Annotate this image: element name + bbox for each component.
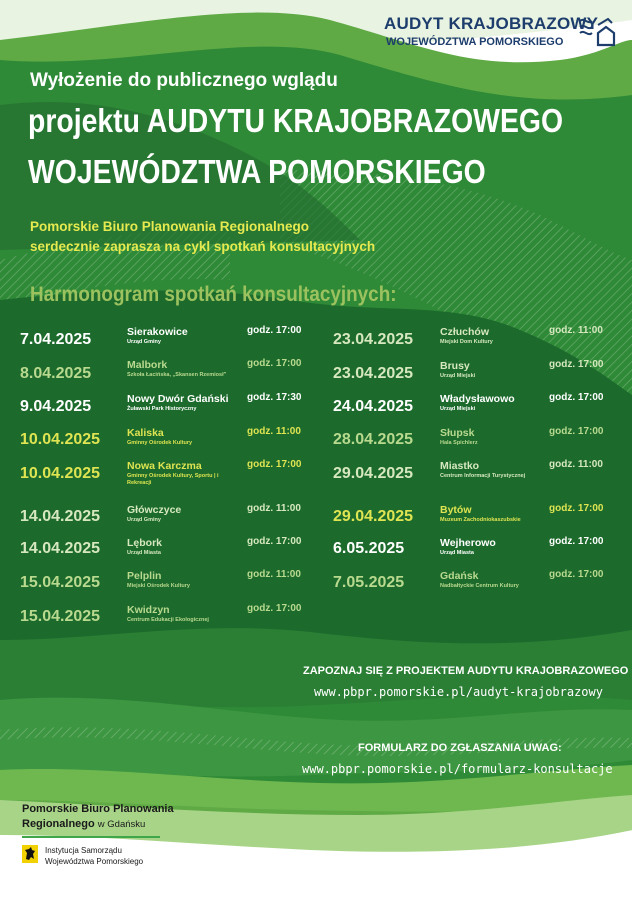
griffin-crest-icon [22, 845, 38, 863]
meeting-time: godz. 17:00 [247, 358, 302, 369]
meeting-time: godz. 17:00 [549, 359, 604, 370]
landscape-waves-house-icon [578, 15, 618, 49]
meeting-time: godz. 17:00 [247, 325, 302, 336]
meeting-place: Człuchów [440, 326, 489, 338]
meeting-date: 15.04.2025 [20, 608, 101, 625]
header-line-1: Wyłożenie do publicznego wglądu [30, 70, 338, 91]
meeting-date: 10.04.2025 [20, 431, 101, 448]
meeting-place: Pelplin [127, 570, 162, 582]
header-line-3: WOJEWÓDZTWA POMORSKIEGO [28, 153, 486, 190]
meeting-time: godz. 17:30 [247, 392, 302, 403]
form-link-url[interactable]: www.pbpr.pomorskie.pl/formularz-konsultacje [302, 762, 613, 776]
organizer-line-2: serdecznie zaprasza na cykl spotkań konsultacyjnych [30, 239, 376, 254]
meeting-place: Kaliska [127, 427, 164, 439]
meeting-place: Sierakowice [127, 326, 188, 338]
logo-subtitle: WOJEWÓDZTWA POMORSKIEGO [386, 36, 564, 48]
meeting-institution: Gminny Ośrodek Kultury [127, 440, 193, 446]
footer-org-line-2 [22, 818, 145, 830]
meeting-time: godz. 17:00 [247, 603, 302, 614]
meeting-date: 7.04.2025 [20, 331, 92, 348]
meeting-place: Wejherowo [440, 537, 496, 549]
footer-divider [22, 836, 160, 838]
footer-inst-line-2: Województwa Pomorskiego [45, 857, 144, 866]
meeting-time: godz. 11:00 [247, 503, 301, 514]
meeting-date: 15.04.2025 [20, 574, 101, 591]
organizer-line-1: Pomorskie Biuro Planowania Regionalnego [30, 219, 310, 234]
meeting-place: Gdańsk [440, 570, 479, 582]
meeting-date: 14.04.2025 [20, 508, 101, 525]
project-link-url[interactable]: www.pbpr.pomorskie.pl/audyt-krajobrazowy [314, 685, 603, 699]
meeting-institution: Urząd Miejski [440, 406, 476, 412]
form-link-label: FORMULARZ DO ZGŁASZANIA UWAG: [358, 742, 562, 754]
meeting-time: godz. 17:00 [549, 569, 604, 580]
meeting-institution: Urząd Miasta [127, 550, 161, 556]
meeting-place: Lębork [127, 537, 163, 549]
meeting-institution: Urząd Miejski [440, 373, 476, 379]
project-link-label: ZAPOZNAJ SIĘ Z PROJEKTEM AUDYTU KRAJOBRAZOWEGO [303, 665, 629, 677]
meeting-place: Malbork [127, 359, 168, 371]
meeting-time: godz. 17:00 [549, 536, 604, 547]
meeting-time: godz. 17:00 [247, 459, 302, 470]
meeting-place: Słupsk [440, 427, 475, 439]
meeting-date: 29.04.2025 [333, 465, 414, 482]
meeting-institution: Urząd Gminy [127, 339, 161, 345]
meeting-time: godz. 11:00 [247, 426, 301, 437]
footer-org-suffix: w Gdańsku [97, 819, 146, 830]
meeting-date: 10.04.2025 [20, 465, 101, 482]
schedule-title: Harmonogram spotkań konsultacyjnych: [30, 283, 397, 306]
meeting-date: 14.04.2025 [20, 540, 101, 557]
meeting-date: 29.04.2025 [333, 508, 414, 525]
meeting-institution: Nadbałtyckie Centrum Kultury [440, 583, 519, 589]
meeting-date: 28.04.2025 [333, 431, 414, 448]
meeting-place: Bytów [440, 504, 472, 516]
meeting-institution: Centrum Informacji Turystycznej [440, 473, 526, 479]
meeting-institution: Żuławski Park Historyczny [127, 406, 197, 412]
footer-org-name-part: Regionalnego [22, 818, 95, 830]
meeting-time: godz. 17:00 [549, 503, 604, 514]
meeting-time: godz. 17:00 [247, 536, 302, 547]
meeting-place: Władysławowo [440, 393, 515, 405]
meeting-time: godz. 11:00 [549, 459, 603, 470]
meeting-date: 7.05.2025 [333, 574, 405, 591]
meeting-place: Kwidzyn [127, 604, 170, 616]
meeting-place: Brusy [440, 360, 470, 372]
meeting-date: 23.04.2025 [333, 331, 414, 348]
meeting-date: 6.05.2025 [333, 540, 405, 557]
meeting-institution: Miejski Dom Kultury [440, 339, 493, 345]
meeting-institution: Urząd Gminy [127, 517, 161, 523]
meeting-place: Główczyce [127, 504, 182, 516]
meeting-date: 9.04.2025 [20, 398, 92, 415]
meeting-date: 23.04.2025 [333, 365, 414, 382]
logo-title: AUDYT KRAJOBRAZOWY [384, 14, 599, 33]
meeting-place: Miastko [440, 460, 480, 472]
meeting-place: Nowy Dwór Gdański [127, 393, 229, 405]
footer-org-line-1: Pomorskie Biuro Planowania [22, 803, 174, 815]
meeting-institution: Gminny Ośrodek Kultury, Sportu | i Rekreacji [127, 473, 219, 486]
footer-inst-line-1: Instytucja Samorządu [45, 846, 122, 855]
meeting-time: godz. 17:00 [549, 392, 604, 403]
meeting-place: Nowa Karczma [127, 460, 202, 472]
meeting-date: 24.04.2025 [333, 398, 414, 415]
meeting-institution: Urząd Miasta [440, 550, 474, 556]
meeting-institution: Muzeum Zachodniokaszubskie [440, 517, 521, 523]
meeting-institution: Hala Spichlerz [440, 440, 478, 446]
meeting-institution: Miejski Ośrodek Kultury [127, 583, 190, 589]
header-line-2: projektu AUDYTU KRAJOBRAZOWEGO [28, 102, 564, 139]
meeting-time: godz. 11:00 [247, 569, 301, 580]
meeting-institution: Szkoła Łacińska, „Skansen Rzemiosł” [127, 372, 227, 378]
meeting-time: godz. 17:00 [549, 426, 604, 437]
meeting-date: 8.04.2025 [20, 365, 92, 382]
meeting-institution: Centrum Edukacji Ekologicznej [127, 617, 209, 623]
meeting-time: godz. 11:00 [549, 325, 603, 336]
